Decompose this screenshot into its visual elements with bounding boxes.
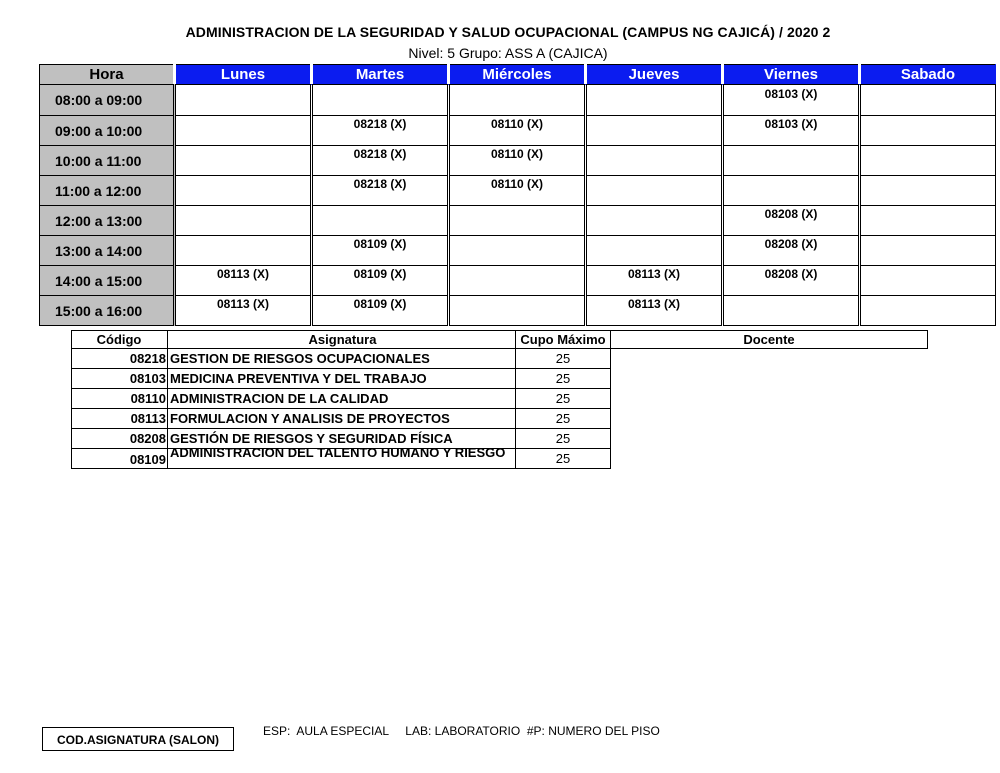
schedule-cell — [586, 116, 723, 146]
schedule-cell — [860, 236, 996, 266]
course-code: 08103 — [72, 369, 168, 389]
schedule-cell: 08103 (X) — [723, 85, 860, 116]
course-name: FORMULACION Y ANALISIS DE PROYECTOS — [168, 409, 516, 429]
course-code: 08218 — [72, 349, 168, 369]
course-code: 08110 — [72, 389, 168, 409]
course-cupo: 25 — [516, 409, 611, 429]
course-code: 08208 — [72, 429, 168, 449]
schedule-cell: 08208 (X) — [723, 266, 860, 296]
schedule-cell — [175, 206, 312, 236]
schedule-cell — [860, 146, 996, 176]
schedule-cell — [175, 236, 312, 266]
schedule-cell: 08109 (X) — [312, 236, 449, 266]
course-docente — [611, 369, 928, 389]
course-code: 08113 — [72, 409, 168, 429]
legend-text: ESP: AULA ESPECIAL LAB: LABORATORIO #P: NUMERO DEL PISO — [263, 724, 660, 738]
course-row — [72, 429, 928, 449]
schedule-cell — [860, 266, 996, 296]
time-slot-label: 13:00 a 14:00 — [40, 236, 175, 266]
time-slot-label: 12:00 a 13:00 — [40, 206, 175, 236]
schedule-cell — [586, 146, 723, 176]
schedule-cell: 08110 (X) — [449, 116, 586, 146]
time-slot-label: 11:00 a 12:00 — [40, 176, 175, 206]
day-header-viernes: Viernes — [723, 65, 860, 85]
course-row — [72, 369, 928, 389]
course-cupo: 25 — [516, 349, 611, 369]
schedule-cell: 08208 (X) — [723, 206, 860, 236]
schedule-cell — [449, 266, 586, 296]
course-cupo: 25 — [516, 429, 611, 449]
course-name: ADMINISTRACION DE LA CALIDAD — [168, 389, 516, 409]
schedule-row — [40, 266, 996, 296]
schedule-cell — [312, 85, 449, 116]
schedule-row — [40, 85, 996, 116]
schedule-cell: 08113 (X) — [586, 266, 723, 296]
schedule-cell: 08110 (X) — [449, 176, 586, 206]
course-docente — [611, 429, 928, 449]
course-row — [72, 409, 928, 429]
schedule-row — [40, 116, 996, 146]
course-row — [72, 349, 928, 369]
course-docente — [611, 409, 928, 429]
schedule-cell — [723, 296, 860, 326]
course-cupo: 25 — [516, 389, 611, 409]
schedule-cell: 08218 (X) — [312, 176, 449, 206]
schedule-cell — [449, 85, 586, 116]
schedule-cell: 08113 (X) — [175, 296, 312, 326]
time-slot-label: 10:00 a 11:00 — [40, 146, 175, 176]
schedule-row — [40, 206, 996, 236]
schedule-cell — [175, 176, 312, 206]
schedule-cell — [860, 206, 996, 236]
courses-table — [71, 330, 928, 469]
schedule-cell — [175, 85, 312, 116]
schedule-cell: 08113 (X) — [175, 266, 312, 296]
course-name: GESTION DE RIESGOS OCUPACIONALES — [168, 349, 516, 369]
time-slot-label: 08:00 a 09:00 — [40, 85, 175, 116]
schedule-cell — [175, 116, 312, 146]
time-slot-label: 09:00 a 10:00 — [40, 116, 175, 146]
time-slot-label: 15:00 a 16:00 — [40, 296, 175, 326]
course-name: GESTIÓN DE RIESGOS Y SEGURIDAD FÍSICA — [168, 429, 516, 449]
day-header-martes: Martes — [312, 65, 449, 85]
day-header-jueves: Jueves — [586, 65, 723, 85]
course-docente — [611, 349, 928, 369]
schedule-cell — [449, 296, 586, 326]
schedule-cell — [449, 206, 586, 236]
schedule-cell — [586, 236, 723, 266]
course-name: ADMINISTRACION DEL TALENTO HUMANO Y RIESGO — [168, 449, 516, 469]
code-header: Código — [72, 331, 168, 349]
schedule-cell: 08208 (X) — [723, 236, 860, 266]
courses-header-row — [72, 331, 928, 349]
schedule-cell: 08113 (X) — [586, 296, 723, 326]
schedule-cell: 08218 (X) — [312, 116, 449, 146]
time-slot-label: 14:00 a 15:00 — [40, 266, 175, 296]
schedule-row — [40, 176, 996, 206]
hora-header: Hora — [40, 65, 175, 85]
schedule-cell — [175, 146, 312, 176]
course-code: 08109 — [72, 449, 168, 469]
course-docente — [611, 449, 928, 469]
schedule-cell — [723, 146, 860, 176]
day-header-lunes: Lunes — [175, 65, 312, 85]
cupo-header: Cupo Máximo — [516, 331, 611, 349]
schedule-cell — [860, 85, 996, 116]
course-row — [72, 449, 928, 469]
schedule-cell — [312, 206, 449, 236]
day-header-miercoles: Miércoles — [449, 65, 586, 85]
course-cupo: 25 — [516, 369, 611, 389]
page-subtitle: Nivel: 5 Grupo: ASS A (CAJICA) — [408, 45, 608, 61]
schedule-cell — [449, 236, 586, 266]
schedule-cell — [860, 176, 996, 206]
course-cupo: 25 — [516, 449, 611, 469]
schedule-cell — [586, 176, 723, 206]
schedule-header-row — [40, 65, 996, 85]
schedule-cell: 08109 (X) — [312, 296, 449, 326]
docente-header: Docente — [611, 331, 928, 349]
schedule-row — [40, 146, 996, 176]
course-name: MEDICINA PREVENTIVA Y DEL TRABAJO — [168, 369, 516, 389]
schedule-cell: 08109 (X) — [312, 266, 449, 296]
schedule-cell — [586, 206, 723, 236]
day-header-sabado: Sabado — [860, 65, 996, 85]
schedule-cell: 08218 (X) — [312, 146, 449, 176]
schedule-cell: 08103 (X) — [723, 116, 860, 146]
course-row — [72, 389, 928, 409]
schedule-cell — [860, 296, 996, 326]
schedule-cell — [723, 176, 860, 206]
course-docente — [611, 389, 928, 409]
schedule-row — [40, 236, 996, 266]
legend-code-box: COD.ASIGNATURA (SALON) — [42, 727, 234, 751]
schedule-cell — [586, 85, 723, 116]
schedule-row — [40, 296, 996, 326]
subject-header: Asignatura — [168, 331, 516, 349]
schedule-table — [39, 64, 996, 326]
schedule-cell: 08110 (X) — [449, 146, 586, 176]
page-title: ADMINISTRACION DE LA SEGURIDAD Y SALUD OCUPACIONAL (CAMPUS NG CAJICÁ) / 2020 2 — [185, 24, 831, 40]
schedule-cell — [860, 116, 996, 146]
